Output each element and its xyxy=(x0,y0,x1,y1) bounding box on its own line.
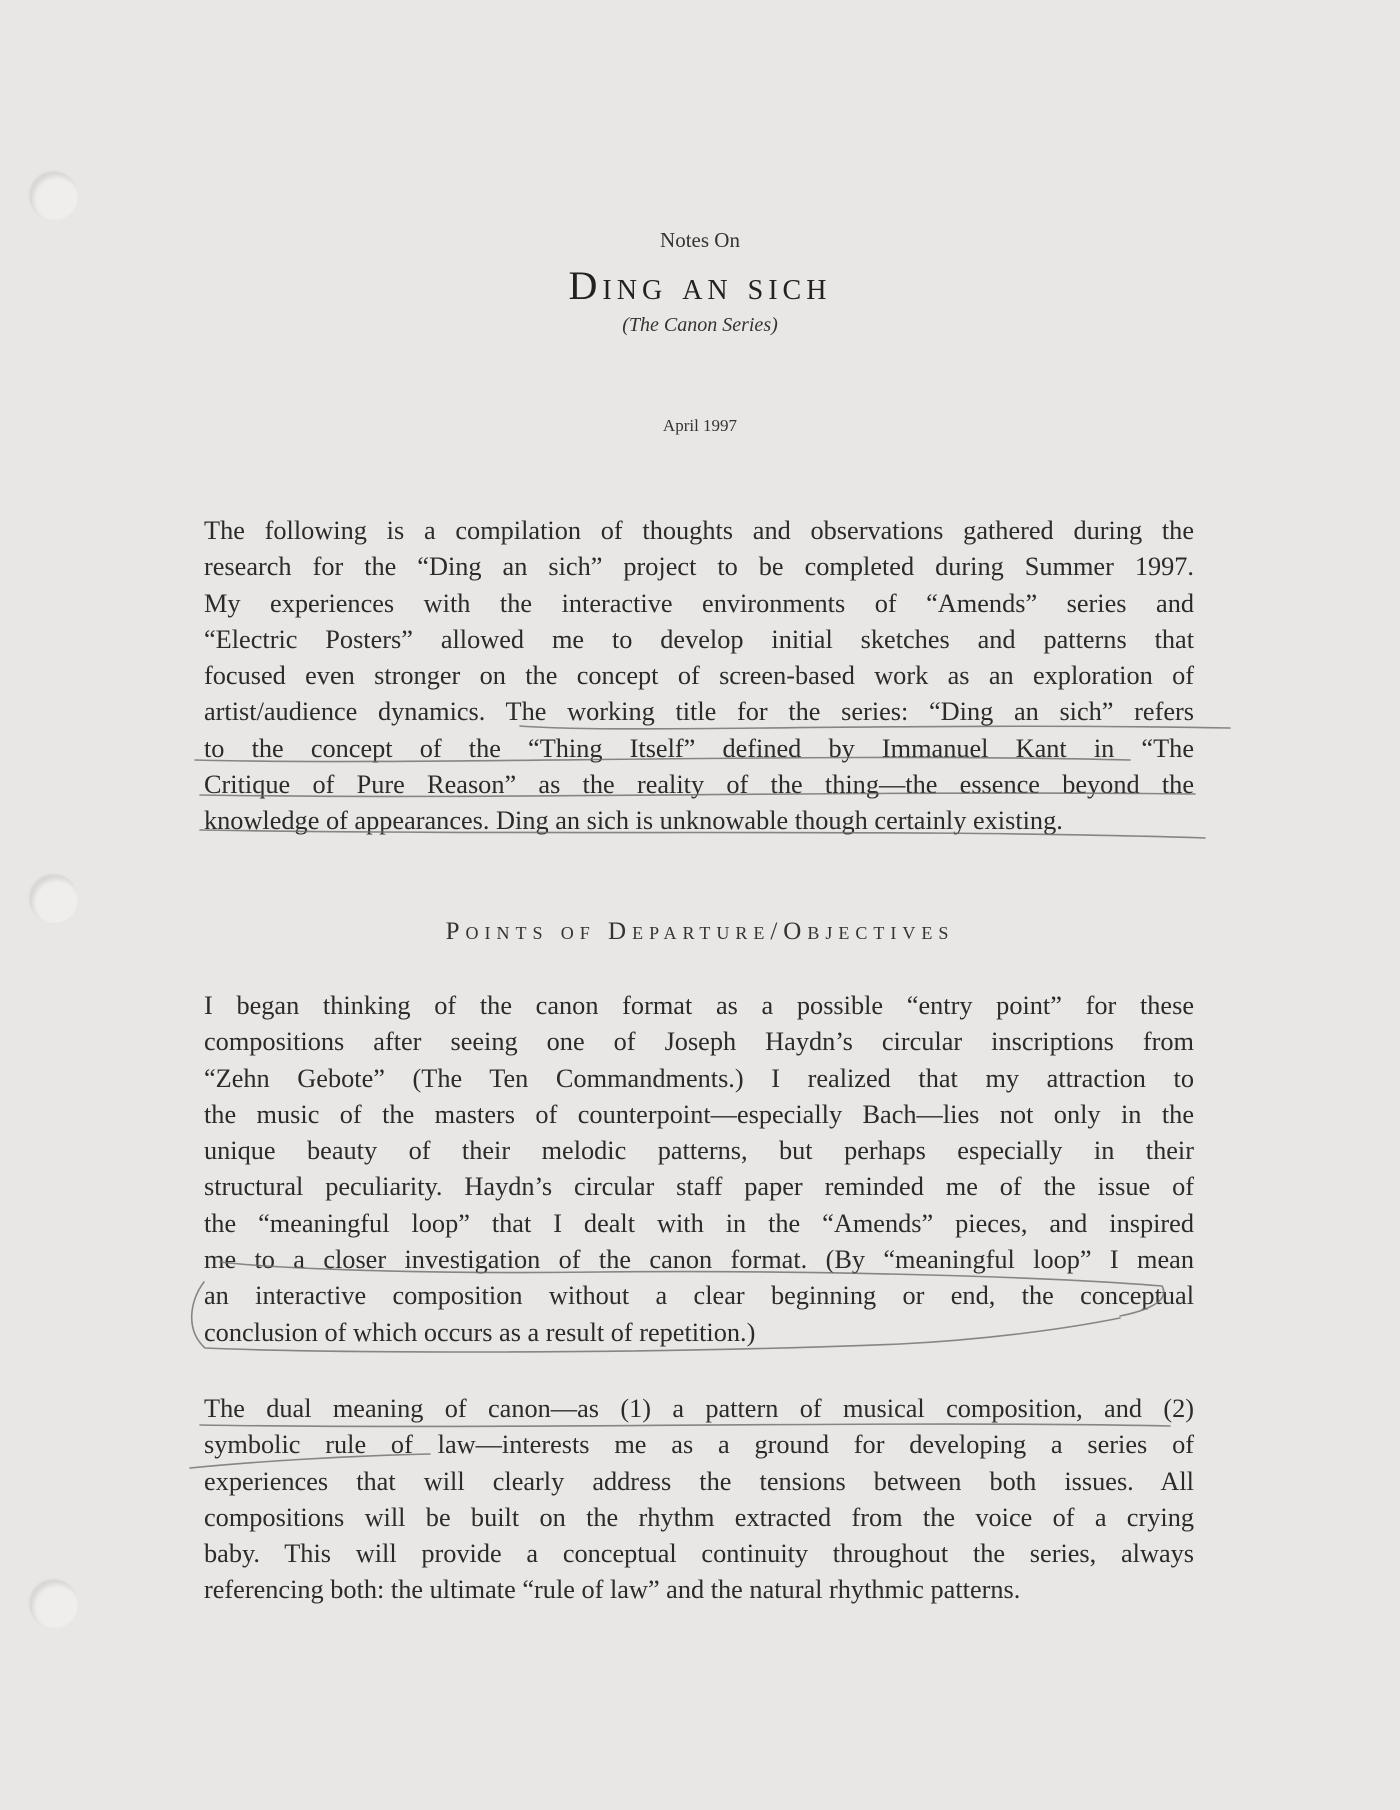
text-line: unique beauty of their melodic patterns, but perhaps especially in their xyxy=(204,1136,1194,1166)
text-line: baby. This will provide a conceptual continuity throughout the series, always xyxy=(204,1539,1194,1569)
text-line: me to a closer investigation of the canon format. (By “meaningful loop” I mean xyxy=(204,1245,1194,1275)
text-line: research for the “Ding an sich” project to be completed during Summer 1997. xyxy=(204,552,1194,582)
text-line: compositions will be built on the rhythm extracted from the voice of a crying xyxy=(204,1502,1194,1532)
text-line: The following is a compilation of thoughts and observations gathered during the xyxy=(204,516,1194,545)
text-line: The dual meaning of canon—as (1) a pattern of musical composition, and (2) xyxy=(204,1394,1194,1423)
text-line: “Zehn Gebote” (The Ten Commandments.) I realized that my attraction to xyxy=(204,1063,1194,1093)
body-paragraph-dual-meaning xyxy=(204,1391,1194,1609)
body-paragraph-canon-format xyxy=(204,988,1194,1351)
text-line: symbolic rule of law—interests me as a ground for developing a series of xyxy=(204,1430,1194,1460)
section-heading: Points of Departure/Objectives xyxy=(445,918,955,945)
text-line: an interactive composition without a clear beginning or end, the conceptual xyxy=(204,1281,1194,1311)
binder-hole-middle xyxy=(30,875,78,923)
text-line: the music of the masters of counterpoint—especially Bach—lies not only in the xyxy=(204,1099,1194,1129)
binder-hole-top xyxy=(30,172,78,220)
text-line: compositions after seeing one of Joseph Haydn’s circular inscriptions from xyxy=(204,1027,1194,1057)
text-line: referencing both: the ultimate “rule of law” and the natural rhythmic patterns. xyxy=(204,1575,1021,1605)
intro-paragraph xyxy=(204,513,1194,840)
text-line: knowledge of appearances. Ding an sich is unknowable though certainly existing. xyxy=(204,806,1063,836)
text-line: conclusion of which occurs as a result of repetition.) xyxy=(204,1317,756,1347)
text-line: structural peculiarity. Haydn’s circular staff paper reminded me of the issue of xyxy=(204,1172,1194,1202)
text-line: focused even stronger on the concept of screen-based work as an exploration of xyxy=(204,661,1194,691)
text-line: I began thinking of the canon format as a possible “entry point” for these xyxy=(204,991,1194,1020)
text-line: “Electric Posters” allowed me to develop initial sketches and patterns that xyxy=(204,624,1194,654)
binder-hole-bottom xyxy=(30,1580,78,1628)
document-subtitle: (The Canon Series) xyxy=(622,314,778,336)
text-line: artist/audience dynamics. The working title for the series: “Ding an sich” refers xyxy=(204,697,1194,727)
document-title: Ding an sich xyxy=(568,263,832,308)
text-line: the “meaningful loop” that I dealt with in the “Amends” pieces, and inspired xyxy=(204,1208,1194,1238)
document-date: April 1997 xyxy=(662,416,738,435)
text-line: Critique of Pure Reason” as the reality of the thing—the essence beyond the xyxy=(204,770,1194,800)
text-line: experiences that will clearly address the tensions between both issues. All xyxy=(204,1466,1194,1496)
notes-on-label: Notes On xyxy=(660,228,740,252)
text-line: to the concept of the “Thing Itself” defined by Immanuel Kant in “The xyxy=(204,733,1194,763)
text-line: My experiences with the interactive environments of “Amends” series and xyxy=(204,588,1194,618)
